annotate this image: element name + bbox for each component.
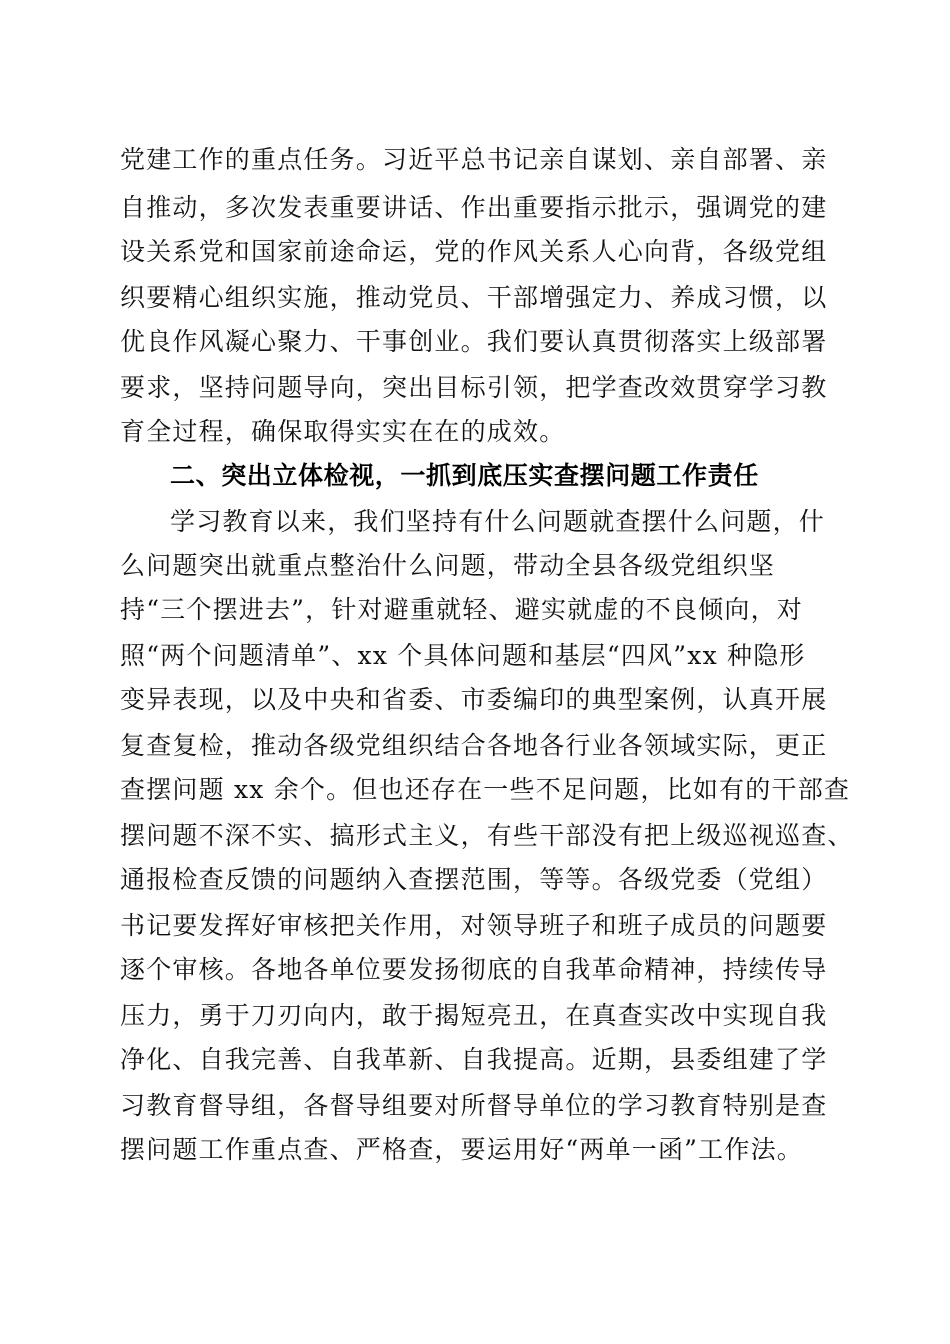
paragraph-line: 压力，勇于刀刃向内，敢于揭短亮丑，在真查实改中实现自我	[120, 1001, 828, 1030]
paragraph-line: 么问题突出就重点整治什么问题，带动全县各级党组织坚	[120, 551, 776, 580]
paragraph-line: 要求，坚持问题导向，突出目标引领，把学查改效贯穿学习教	[120, 373, 828, 402]
paragraph-line: 净化、自我完善、自我革新、自我提高。近期，县委组建了学	[120, 1045, 828, 1074]
paragraph-line: 持“三个摆进去”，针对避重就轻、避实就虚的不良倾向，对	[120, 595, 803, 624]
paragraph-line: 逐个审核。各地各单位要发扬彻底的自我革命精神，持续传导	[120, 955, 828, 984]
paragraph-line: 学习教育以来，我们坚持有什么问题就查摆什么问题，什	[170, 507, 826, 536]
paragraph-line: 通报检查反馈的问题纳入查摆范围，等等。各级党委（党组）	[120, 865, 828, 894]
paragraph-line: 育全过程，确保取得实实在在的成效。	[120, 417, 566, 446]
paragraph-line: 摆问题工作重点查、严格查，要运用好“两单一函”工作法。	[120, 1135, 803, 1164]
section-heading: 二、突出立体检视，一抓到底压实查摆问题工作责任	[170, 461, 759, 490]
paragraph-line: 变异表现，以及中央和省委、市委编印的典型案例，认真开展	[120, 685, 828, 714]
paragraph-line: 党建工作的重点任务。习近平总书记亲自谋划、亲自部署、亲	[120, 145, 828, 174]
paragraph-line: 照“两个问题清单”、xx 个具体问题和基层“四风”xx 种隐形	[120, 641, 806, 670]
paragraph-line: 设关系党和国家前途命运，党的作风关系人心向背，各级党组	[120, 237, 828, 266]
paragraph-line: 复查复检，推动各级党组织结合各地各行业各领域实际，更正	[120, 731, 828, 760]
paragraph-line: 习教育督导组，各督导组要对所督导单位的学习教育特别是查	[120, 1091, 828, 1120]
paragraph-line: 查摆问题 xx 余个。但也还存在一些不足问题，比如有的干部查	[120, 775, 851, 804]
paragraph-line: 优良作风凝心聚力、干事创业。我们要认真贯彻落实上级部署	[120, 327, 828, 356]
paragraph-line: 书记要发挥好审核把关作用，对领导班子和班子成员的问题要	[120, 911, 828, 940]
paragraph-line: 摆问题不深不实、搞形式主义，有些干部没有把上级巡视巡查、	[120, 821, 854, 850]
paragraph-line: 织要精心组织实施，推动党员、干部增强定力、养成习惯，以	[120, 283, 828, 312]
paragraph-line: 自推动，多次发表重要讲话、作出重要指示批示，强调党的建	[120, 193, 828, 222]
